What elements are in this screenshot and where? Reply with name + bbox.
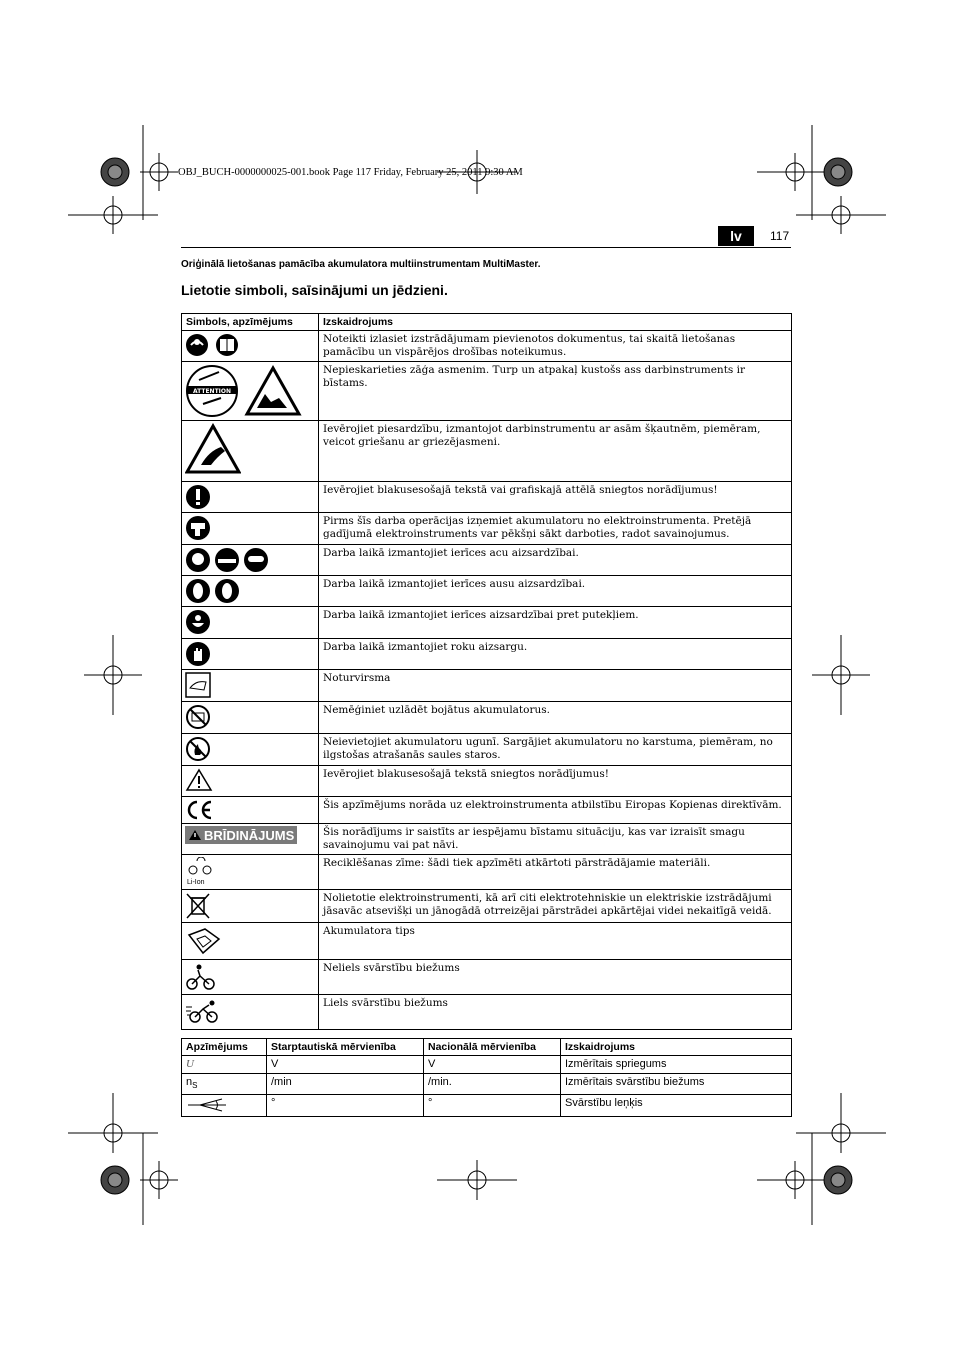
row-explanation: Ievērojiet piesardzību, izmantojot darbinstrumentu ar asām šķautnēm, piemēram, veicot griešanu ar griezējasmeni.: [319, 421, 792, 482]
slow-cyclist-icon: [185, 962, 217, 974]
row-explanation: Šis apzīmējums norāda uz elektroinstrumenta atbilstību Eiropas Kopienas direktīvām.: [319, 797, 792, 824]
column-header: Izskaidrojums: [319, 314, 792, 331]
row-explanation: Darba laikā izmantojiet ierīces ausu aizsardzībai.: [319, 576, 792, 607]
row-explanation: Šis norādījums ir saistīts ar iespējamu bīstamu situāciju, kas var izraisīt smagu savainojumu vai pat nāvi.: [319, 824, 792, 855]
unit-symbol: U: [182, 1056, 267, 1074]
table-row: [182, 513, 792, 545]
warning-triangle-icon: [185, 768, 213, 780]
fast-cyclist-icon: [185, 997, 221, 1009]
table-row: [182, 576, 792, 607]
warning-badge-icon: [185, 826, 297, 844]
attention-saw-tooth-icon: [185, 364, 303, 395]
table-row: [182, 1056, 792, 1074]
column-header: Simbols, apzīmējums: [182, 314, 319, 331]
table-header-row: [182, 1039, 792, 1056]
crossed-bin-icon: [185, 892, 211, 904]
ear-protection-icon: [185, 578, 241, 590]
language-tag: lv: [718, 226, 754, 246]
unit-explanation: Svārstību leņķis: [561, 1095, 792, 1117]
table-row: [182, 855, 792, 890]
table-row: [182, 545, 792, 576]
table-row: [182, 734, 792, 766]
table-row: [182, 702, 792, 734]
table-header-row: [182, 314, 792, 331]
row-explanation: Pirms šīs darba operācijas izņemiet akumulatoru no elektroinstrumenta. Pretējā gadījumā elektroinstruments var pēkšņi sākt darboties, radot savainojumus.: [319, 513, 792, 545]
unit-national: °: [424, 1095, 561, 1117]
page-number: 117: [770, 229, 790, 243]
table-row: [182, 331, 792, 362]
table-row: [182, 1074, 792, 1095]
unit-national: /min.: [424, 1074, 561, 1095]
column-header: Starptautiskā mērvienība: [267, 1039, 424, 1056]
table-row: [182, 995, 792, 1030]
row-explanation: Reciklēšanas zīme: šādi tiek apzīmēti atkārtoti pārstrādājamie materiāli.: [319, 855, 792, 890]
table-row: [182, 607, 792, 639]
unit-symbol-subscript: S: [192, 1081, 198, 1091]
table-row: [182, 1095, 792, 1117]
original-title: Oriģinālā lietošanas pamācība akumulatora multiinstrumentam MultiMaster.: [181, 259, 541, 270]
unit-international: °: [267, 1095, 424, 1117]
row-explanation: Darba laikā izmantojiet ierīces aizsardzībai pret putekļiem.: [319, 607, 792, 639]
remove-battery-icon: [185, 515, 211, 527]
row-explanation: Nepieskarieties zāģa asmenim. Turp un atpakaļ kustošs ass darbinstruments ir bīstams.: [319, 362, 792, 421]
read-manual-icon: [185, 333, 239, 345]
unit-explanation: Izmērītais svārstību biežums: [561, 1074, 792, 1095]
dust-mask-icon: [185, 609, 211, 621]
table-row: [182, 421, 792, 482]
battery-pack-icon: [185, 925, 223, 937]
exclamation-icon: [185, 484, 211, 496]
table-row: [182, 824, 792, 855]
column-header: Apzīmējums: [182, 1039, 267, 1056]
table-row: [182, 482, 792, 513]
table-row: [182, 639, 792, 670]
no-charge-damaged-battery-icon: [185, 704, 211, 716]
section-title: Lietotie simboli, saīsinājumi un jēdzieni.: [181, 282, 448, 298]
grip-surface-icon: [185, 672, 211, 684]
print-info-line: OBJ_BUCH-0000000025-001.book Page 117 Friday, February 25, 2011 9:30 AM: [178, 167, 523, 178]
row-explanation: Liels svārstību biežums: [319, 995, 792, 1030]
column-header: Izskaidrojums: [561, 1039, 792, 1056]
eye-protection-icon: [185, 547, 269, 559]
row-explanation: Neievietojiet akumulatoru ugunī. Sargājiet akumulatoru no karstuma, piemēram, no ilgstošas atrašanās saules staros.: [319, 734, 792, 766]
glove-icon: [185, 641, 211, 653]
table-row: [182, 960, 792, 995]
units-table: [181, 1038, 792, 1117]
recycling-li-ion-icon: [185, 857, 217, 887]
table-row: [182, 890, 792, 923]
unit-symbol-main: n: [186, 1076, 193, 1088]
no-fire-battery-icon: [185, 736, 211, 748]
row-explanation: Noteikti izlasiet izstrādājumam pievienotos dokumentus, tai skaitā lietošanas pamācību un vispārējos drošības noteikumus.: [319, 331, 792, 362]
sharp-edge-warning-icon: [185, 423, 241, 435]
unit-national: V: [424, 1056, 561, 1074]
row-explanation: Noturvirsma: [319, 670, 792, 702]
table-row: [182, 670, 792, 702]
oscillation-angle-icon: [186, 1097, 230, 1109]
table-row: [182, 766, 792, 797]
ce-mark-icon: [185, 799, 215, 811]
table-row: [182, 797, 792, 824]
unit-symbol: [182, 1095, 267, 1117]
table-row: [182, 923, 792, 960]
row-explanation: Nolietotie elektroinstrumenti, kā arī citi elektrotehniskie un elektriskie izstrādājumi jāsavāc atsevišķi un jānogādā otrreizējai pārstrādei apkārtējai videi nekaitīgā veidā.: [319, 890, 792, 923]
li-ion-label: Li-Ion: [187, 879, 205, 886]
row-explanation: Akumulatora tips: [319, 923, 792, 960]
warning-badge-label: BRĪDINĀJUMS: [204, 827, 295, 843]
unit-symbol: [182, 1074, 267, 1095]
header-rule: [181, 247, 791, 248]
row-explanation: Nemēģiniet uzlādēt bojātus akumulatorus.: [319, 702, 792, 734]
svg-text:ATTENTION: ATTENTION: [192, 388, 232, 395]
row-explanation: Ievērojiet blakusesošajā tekstā sniegtos norādījumus!: [319, 766, 792, 797]
row-explanation: Neliels svārstību biežums: [319, 960, 792, 995]
row-explanation: Darba laikā izmantojiet ierīces acu aizsardzībai.: [319, 545, 792, 576]
unit-international: V: [267, 1056, 424, 1074]
row-explanation: Ievērojiet blakusesošajā tekstā vai grafiskajā attēlā sniegtos norādījumus!: [319, 482, 792, 513]
table-row: [182, 362, 792, 421]
unit-international: /min: [267, 1074, 424, 1095]
row-explanation: Darba laikā izmantojiet roku aizsargu.: [319, 639, 792, 670]
symbols-table: [181, 313, 792, 1030]
unit-explanation: Izmērītais spriegums: [561, 1056, 792, 1074]
column-header: Nacionālā mērvienība: [424, 1039, 561, 1056]
